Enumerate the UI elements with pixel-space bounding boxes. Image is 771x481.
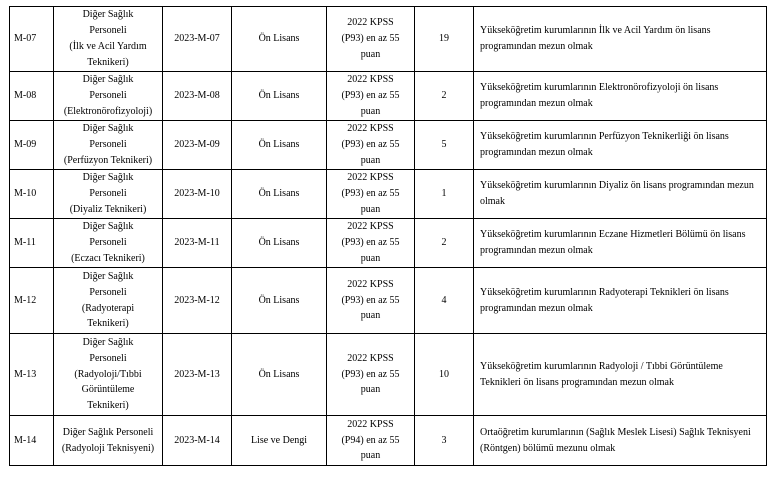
education-level: Ön Lisans xyxy=(232,7,327,72)
quota-count: 2 xyxy=(415,219,474,268)
position-code: 2023-M-07 xyxy=(163,7,232,72)
exam-requirement: 2022 KPSS (P93) en az 55 puan xyxy=(327,334,415,416)
position-group-code: M-07 xyxy=(10,7,54,72)
graduation-requirement: Ortaöğretim kurumlarının (Sağlık Meslek Lisesi) Sağlık Teknisyeni (Röntgen) bölümü mezunu olmak xyxy=(474,416,767,466)
education-level: Ön Lisans xyxy=(232,170,327,219)
position-title: Diğer Sağlık Personeli (Radyoterapi Teknikeri) xyxy=(54,268,163,334)
graduation-requirement: Yükseköğretim kurumlarının Radyoterapi Teknikleri ön lisans programından mezun olmak xyxy=(474,268,767,334)
position-code: 2023-M-09 xyxy=(163,121,232,170)
position-code: 2023-M-14 xyxy=(163,416,232,466)
exam-requirement: 2022 KPSS (P93) en az 55 puan xyxy=(327,170,415,219)
table-row xyxy=(10,7,767,72)
position-title: Diğer Sağlık Personeli (Diyaliz Teknikeri) xyxy=(54,170,163,219)
positions-table xyxy=(9,6,767,466)
table-row xyxy=(10,121,767,170)
position-code: 2023-M-11 xyxy=(163,219,232,268)
position-group-code: M-13 xyxy=(10,334,54,416)
education-level: Ön Lisans xyxy=(232,121,327,170)
position-group-code: M-12 xyxy=(10,268,54,334)
education-level: Ön Lisans xyxy=(232,334,327,416)
table-row xyxy=(10,219,767,268)
quota-count: 2 xyxy=(415,72,474,121)
education-level: Ön Lisans xyxy=(232,72,327,121)
position-title: Diğer Sağlık Personeli (İlk ve Acil Yardım Teknikeri) xyxy=(54,7,163,72)
position-group-code: M-14 xyxy=(10,416,54,466)
graduation-requirement: Yükseköğretim kurumlarının İlk ve Acil Yardım ön lisans programından mezun olmak xyxy=(474,7,767,72)
education-level: Lise ve Dengi xyxy=(232,416,327,466)
exam-requirement: 2022 KPSS (P93) en az 55 puan xyxy=(327,7,415,72)
position-code: 2023-M-08 xyxy=(163,72,232,121)
position-group-code: M-09 xyxy=(10,121,54,170)
exam-requirement: 2022 KPSS (P93) en az 55 puan xyxy=(327,121,415,170)
position-group-code: M-08 xyxy=(10,72,54,121)
position-title: Diğer Sağlık Personeli (Eczacı Teknikeri) xyxy=(54,219,163,268)
graduation-requirement: Yükseköğretim kurumlarının Eczane Hizmetleri Bölümü ön lisans programından mezun olmak xyxy=(474,219,767,268)
quota-count: 5 xyxy=(415,121,474,170)
position-group-code: M-11 xyxy=(10,219,54,268)
graduation-requirement: Yükseköğretim kurumlarının Radyoloji / Tıbbi Görüntüleme Teknikleri ön lisans programından mezun olmak xyxy=(474,334,767,416)
position-group-code: M-10 xyxy=(10,170,54,219)
education-level: Ön Lisans xyxy=(232,268,327,334)
table-row xyxy=(10,170,767,219)
positions-table-body xyxy=(10,7,767,466)
position-code: 2023-M-10 xyxy=(163,170,232,219)
position-code: 2023-M-12 xyxy=(163,268,232,334)
table-row xyxy=(10,334,767,416)
quota-count: 1 xyxy=(415,170,474,219)
graduation-requirement: Yükseköğretim kurumlarının Elektronörofizyoloji ön lisans programından mezun olmak xyxy=(474,72,767,121)
table-row xyxy=(10,72,767,121)
exam-requirement: 2022 KPSS (P93) en az 55 puan xyxy=(327,72,415,121)
quota-count: 3 xyxy=(415,416,474,466)
position-code: 2023-M-13 xyxy=(163,334,232,416)
exam-requirement: 2022 KPSS (P93) en az 55 puan xyxy=(327,219,415,268)
quota-count: 19 xyxy=(415,7,474,72)
education-level: Ön Lisans xyxy=(232,219,327,268)
graduation-requirement: Yükseköğretim kurumlarının Perfüzyon Teknikerliği ön lisans programından mezun olmak xyxy=(474,121,767,170)
position-title: Diğer Sağlık Personeli (Perfüzyon Teknikeri) xyxy=(54,121,163,170)
position-title: Diğer Sağlık Personeli (Radyoloji Teknisyeni) xyxy=(54,416,163,466)
exam-requirement: 2022 KPSS (P94) en az 55 puan xyxy=(327,416,415,466)
quota-count: 10 xyxy=(415,334,474,416)
position-title: Diğer Sağlık Personeli (Radyoloji/Tıbbi Görüntüleme Teknikeri) xyxy=(54,334,163,416)
quota-count: 4 xyxy=(415,268,474,334)
table-row xyxy=(10,416,767,466)
table-row xyxy=(10,268,767,334)
exam-requirement: 2022 KPSS (P93) en az 55 puan xyxy=(327,268,415,334)
graduation-requirement: Yükseköğretim kurumlarının Diyaliz ön lisans programından mezun olmak xyxy=(474,170,767,219)
position-title: Diğer Sağlık Personeli (Elektronörofizyoloji) xyxy=(54,72,163,121)
